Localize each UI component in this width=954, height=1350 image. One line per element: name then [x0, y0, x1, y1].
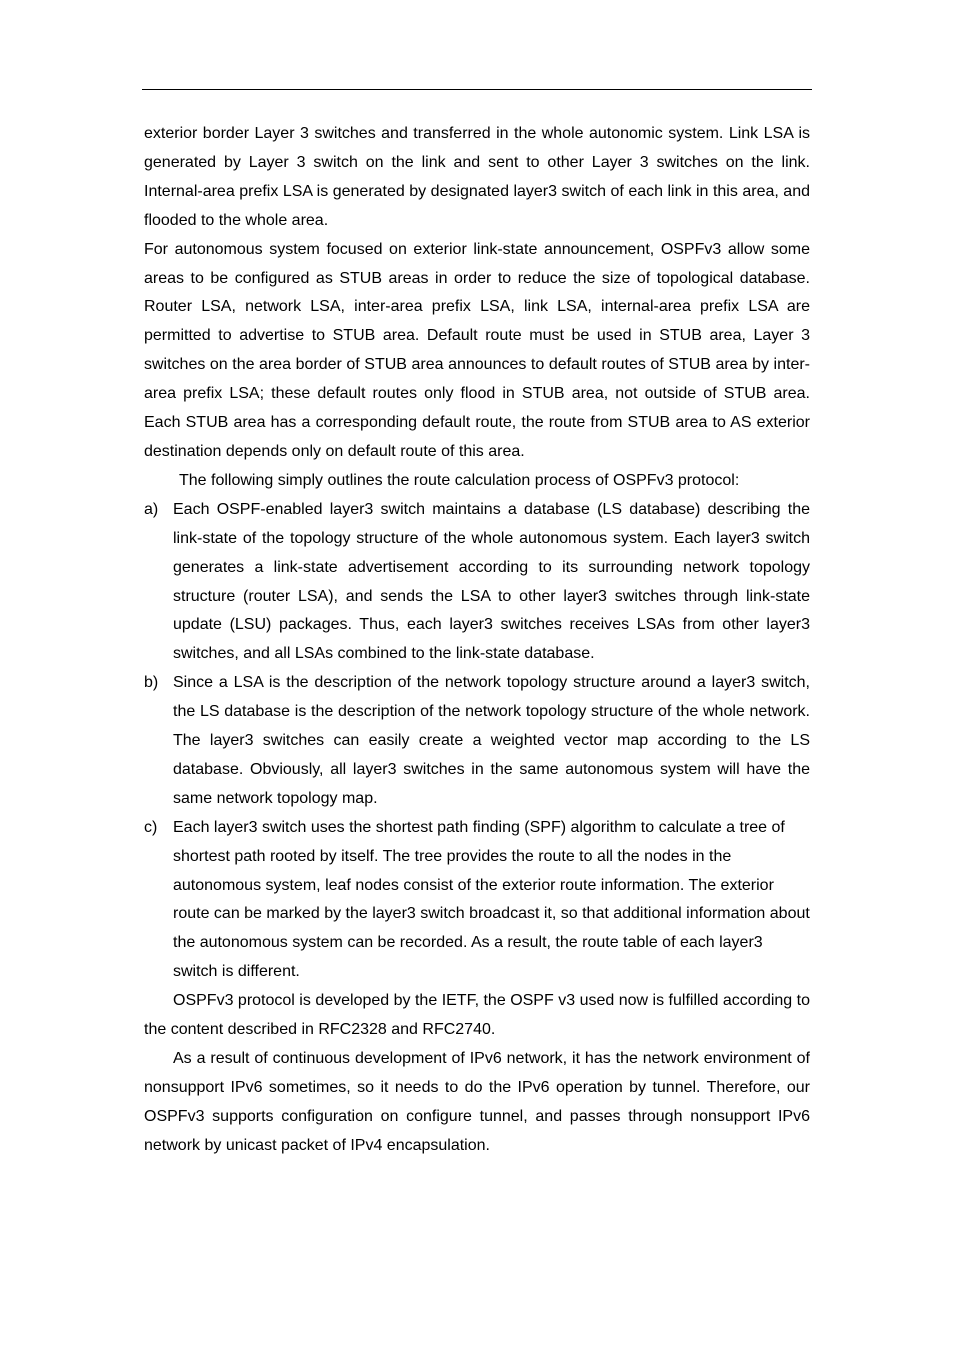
- list-item: [144, 669, 810, 814]
- list-item-text: Each layer3 switch uses the shortest path finding (SPF) algorithm to calculate a tree of shortest path rooted by itself. The tree provides the route to all the nodes in the autonomous system, leaf nodes consist of the exterior route information. The exterior route can be marked by the layer3 switch broadcast it, so that additional information about the autonomous system can be recorded. As a result, the route table of each layer3 switch is different.: [173, 818, 810, 981]
- header-rule: [142, 89, 812, 90]
- ordered-list: [144, 496, 810, 987]
- list-item-text: Each OSPF-enabled layer3 switch maintains a database (LS database) describing the link-state of the topology structure of the whole autonomous system. Each layer3 switch generates a link-state advertisement according to its surrounding network topology structure (router LSA), and sends the LSA to other layer3 switches through link-state update (LSU) packages. Thus, each layer3 switches receives LSAs from other layer3 switches, and all LSAs combined to the link-state database.: [173, 500, 810, 663]
- paragraph: For autonomous system focused on exterior link-state announcement, OSPFv3 allow some areas to be configured as STUB areas in order to reduce the size of topological database. Router LSA, network LSA, inter-area prefix LSA, link LSA, internal-area prefix LSA are permitted to advertise to STUB area. Default route must be used in STUB area, Layer 3 switches on the area border of STUB area announces to default routes of STUB area by inter-area prefix LSA; these default routes only flood in STUB area, not outside of STUB area. Each STUB area has a corresponding default route, the route from STUB area to AS exterior destination depends only on default route of this area.: [144, 240, 810, 460]
- list-marker: a): [144, 500, 159, 518]
- paragraph: As a result of continuous development of IPv6 network, it has the network environment of nonsupport IPv6 sometimes, so it needs to do the IPv6 operation by tunnel. Therefore, our OSPFv3 supports configuration on configure tunnel, and passes through nonsupport IPv6 network by unicast packet of IPv4 encapsulation.: [144, 1050, 810, 1154]
- paragraph: The following simply outlines the route calculation process of OSPFv3 protocol:: [179, 471, 740, 489]
- list-marker: b): [144, 674, 159, 692]
- document-body: [144, 120, 810, 1161]
- list-item: [144, 496, 810, 669]
- list-item-text: Since a LSA is the description of the network topology structure around a layer3 switch, the LS database is the description of the network topology structure of the whole network. The layer3 switches can easily create a weighted vector map according to the LS database. Obviously, all layer3 switches in the same autonomous system will have the same network topology map.: [173, 674, 810, 807]
- list-item: [144, 814, 810, 987]
- paragraph: OSPFv3 protocol is developed by the IETF, the OSPF v3 used now is fulfilled according to the content described in RFC2328 and RFC2740.: [144, 992, 810, 1039]
- paragraph: exterior border Layer 3 switches and transferred in the whole autonomic system. Link LSA is generated by Layer 3 switch on the link and sent to other Layer 3 switches on the link. Internal-area prefix LSA is generated by designated layer3 switch of each link in this area, and flooded to the whole area.: [144, 125, 810, 229]
- list-marker: c): [144, 818, 158, 836]
